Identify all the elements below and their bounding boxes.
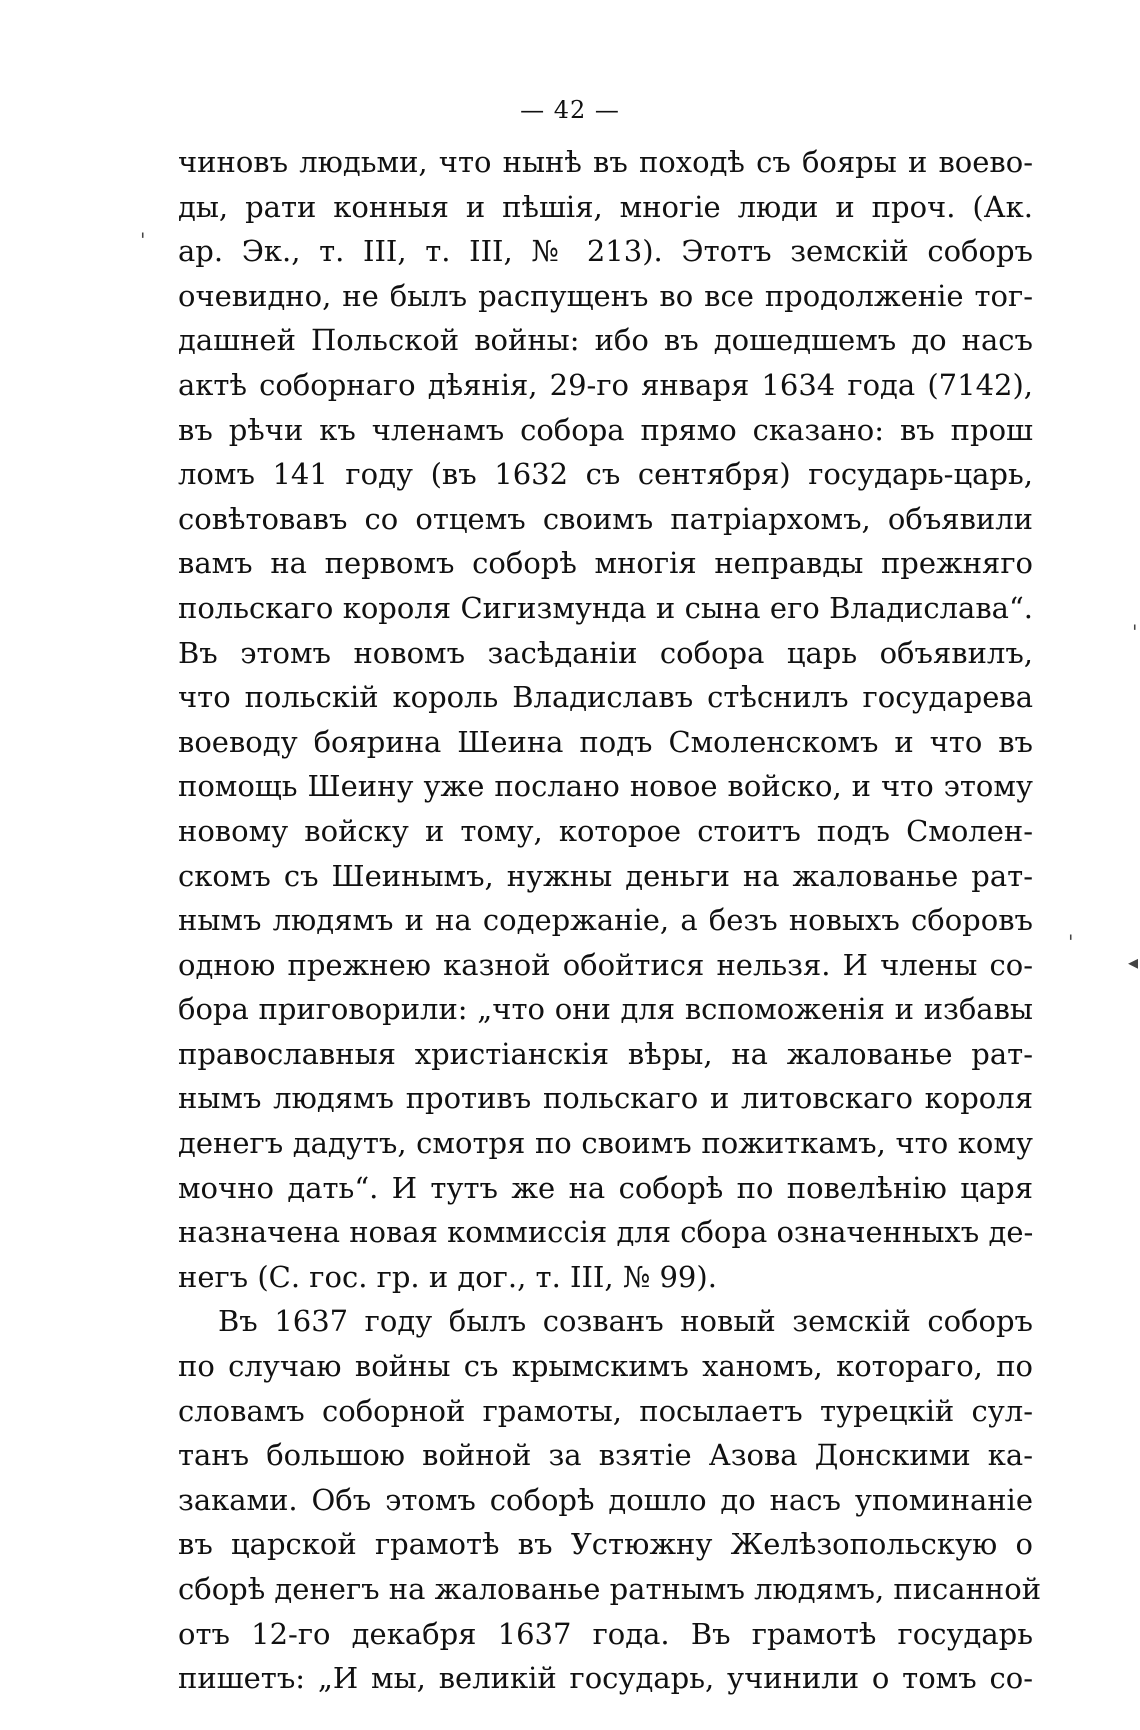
text-line: сборѣ денегъ на жалованье ратнымъ людямъ, писанной	[178, 1572, 1042, 1606]
text-line: что польскій король Владиславъ стѣснилъ государева	[178, 680, 1033, 715]
text-line: Въ 1637 году былъ созванъ новый земскій соборъ	[218, 1304, 1033, 1339]
scan-speck: '	[140, 228, 146, 252]
text-line: православныя христіанскія вѣры, на жалованье рат-	[178, 1036, 1033, 1071]
text-line: ар. Эк., т. III, т. III, № 213). Этотъ земскій соборъ	[178, 234, 1033, 269]
text-line: чиновъ людьми, что нынѣ въ походѣ съ бояры и воево-	[178, 145, 1033, 179]
text-line: помощь Шеину уже послано новое войско, и что этому	[178, 769, 1033, 804]
text-line: пишетъ: „И мы, великій государь, учинили о томъ со-	[178, 1661, 1033, 1696]
text-line: бора приговорили: „что они для вспоможенія и избавы	[178, 992, 1033, 1027]
text-line: нымъ людямъ противъ польскаго и литовскаго короля	[178, 1081, 1033, 1116]
text-line: польскаго короля Сигизмунда и сына его Владислава“.	[178, 590, 1033, 625]
text-line: ды, рати конныя и пѣшія, многіе люди и проч. (Ак.	[178, 189, 1033, 224]
text-line: словамъ соборной грамоты, посылаетъ турецкій сул-	[178, 1393, 1033, 1428]
text-line: денегъ дадутъ, смотря по своимъ пожиткамъ, что кому	[178, 1126, 1033, 1161]
text-line: совѣтовавъ со отцемъ своимъ патріархомъ, объявили	[178, 501, 1033, 536]
text-line: одною прежнею казной обойтися нельзя. И члены со-	[178, 947, 1033, 982]
text-line: ломъ 141 году (въ 1632 съ сентября) государь-царь,	[178, 457, 1033, 492]
text-line: негъ (С. гос. гр. и дог., т. III, № 99).	[178, 1259, 717, 1294]
text-line: мочно дать“. И тутъ же на соборѣ по повелѣнію царя	[178, 1170, 1033, 1205]
text-line: отъ 12-го декабря 1637 года. Въ грамотѣ государь	[178, 1616, 1033, 1651]
scan-speck: '	[1068, 930, 1074, 954]
text-line: въ царской грамотѣ въ Устюжну Желѣзопольскую о	[178, 1527, 1033, 1562]
scan-speck: ◂	[1128, 950, 1139, 974]
text-line: вамъ на первомъ соборѣ многія неправды прежняго	[178, 546, 1033, 581]
scan-speck: '	[1132, 620, 1138, 644]
text-line: скомъ съ Шеинымъ, нужны деньги на жалованье рат-	[178, 858, 1033, 893]
text-line: нымъ людямъ и на содержаніе, а безъ новыхъ сборовъ	[178, 903, 1033, 938]
text-line: новому войску и тому, которое стоитъ подъ Смолен-	[178, 813, 1033, 848]
text-line: по случаю войны съ крымскимъ ханомъ, котораго, по	[178, 1349, 1033, 1384]
text-line: назначена новая коммиссія для сбора означенныхъ де-	[178, 1215, 1034, 1250]
text-line: заками. Объ этомъ соборѣ дошло до насъ упоминаніе	[178, 1482, 1033, 1517]
text-line: очевидно, не былъ распущенъ во все продолженіе тог-	[178, 278, 1033, 313]
text-line: Въ этомъ новомъ засѣданіи собора царь объявилъ,	[178, 635, 1033, 670]
text-line: воеводу боярина Шеина подъ Смоленскомъ и что въ	[178, 724, 1033, 759]
text-line: танъ большою войной за взятіе Азова Донскими ка-	[178, 1438, 1033, 1473]
text-line: въ рѣчи къ членамъ собора прямо сказано: въ прош	[178, 412, 1033, 447]
body-text	[178, 140, 1042, 1701]
page-number: — 42 —	[520, 96, 620, 124]
text-line: дашней Польской войны: ибо въ дошедшемъ до насъ	[178, 323, 1033, 358]
text-line: актѣ соборнаго дѣянія, 29-го января 1634 года (7142),	[178, 367, 1033, 402]
